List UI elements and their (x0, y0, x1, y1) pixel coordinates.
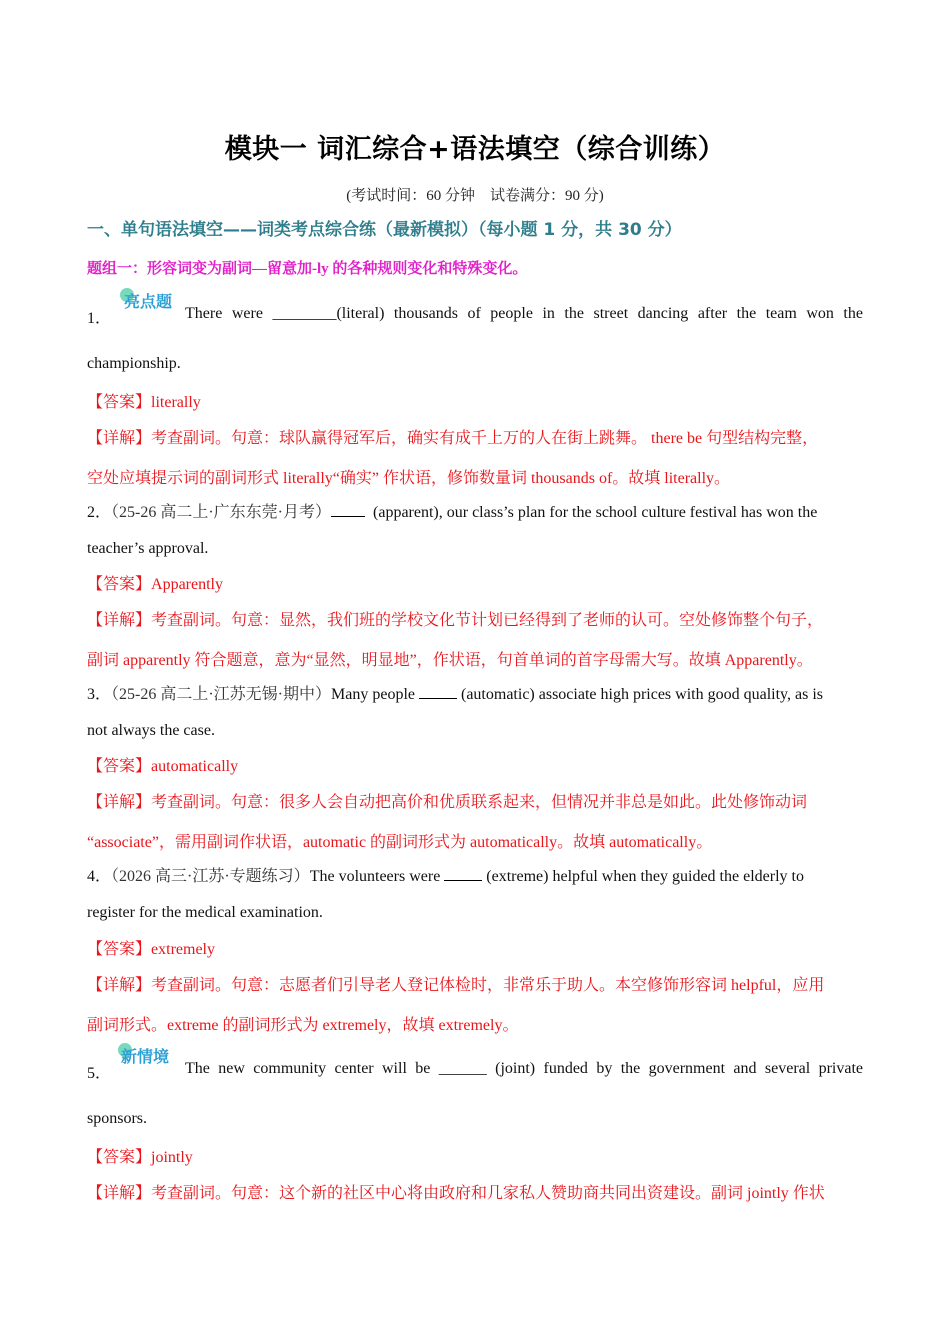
group-heading: 题组一：形容词变为副词—留意加-ly 的各种规则变化和特殊变化。 (87, 261, 528, 277)
question-word: by (596, 1060, 613, 1077)
exam-info: (考试时间：60 分钟 试卷满分：90 分) (346, 188, 604, 204)
question-text: (extreme) helpful when they guided the elderly to (486, 868, 804, 885)
detail-text: “associate”，需用副词作状语，automatic 的副词形式为 automatically。故填 automatically。 (87, 834, 713, 851)
answer-blank (331, 502, 365, 517)
section-heading: 一、单句语法填空——词类考点综合练（最新模拟）（每小题 1 分，共 30 分） (87, 220, 682, 240)
question-word: in (542, 305, 555, 322)
question-word: won (806, 305, 834, 322)
question-word: will (382, 1060, 407, 1077)
question-number: 1． (87, 310, 112, 327)
question-line-2: sponsors. (87, 1110, 148, 1127)
detail-1 (87, 425, 863, 488)
question-3 (87, 681, 863, 740)
question-2 (87, 499, 863, 558)
detail-text: 考查副词。句意：志愿者们引导老人登记体检时，非常乐于助人。本空修饰形容词 helpful，应用 (151, 977, 825, 994)
question-word: new (218, 1060, 245, 1077)
answer-value: automatically (151, 758, 239, 775)
question-word: were (231, 305, 263, 322)
question-line-2: teacher’s approval. (87, 540, 209, 557)
detail-3 (87, 789, 863, 852)
question-text: Many people (331, 686, 415, 703)
question-word: thousands (393, 305, 458, 322)
question-word: government (648, 1060, 726, 1077)
question-word: There (185, 305, 223, 322)
question-word: several (764, 1060, 811, 1077)
detail-label: 【详解】 (87, 794, 152, 811)
answer-4 (87, 936, 863, 959)
question-source: （25-26 高二上·江苏无锡·期中） (111, 686, 332, 703)
question-word: dancing (637, 305, 689, 322)
question-line-2: championship. (87, 355, 181, 372)
answer-3 (87, 753, 863, 776)
question-word: ______ (438, 1060, 487, 1077)
answer-blank (419, 684, 457, 699)
question-number: 3． (87, 686, 112, 703)
answer-label: 【答案】 (87, 758, 152, 775)
detail-text: 考查副词。句意：球队赢得冠军后，确实有成千上万的人在街上跳舞。 there be 句型结构完整， (151, 430, 819, 447)
detail-label: 【详解】 (87, 977, 152, 994)
answer-label: 【答案】 (87, 576, 152, 593)
detail-label: 【详解】 (87, 612, 152, 629)
detail-2 (87, 607, 863, 670)
question-word: team (765, 305, 797, 322)
question-line (185, 305, 863, 325)
detail-text: 副词形式。extreme 的副词形式为 extremely，故填 extremely。 (87, 1017, 519, 1034)
question-line (185, 1060, 863, 1080)
detail-text: 空处应填提示词的副词形式 literally“确实” 作状语，修饰数量词 thousands of。故填 literally。 (87, 470, 731, 487)
answer-2 (87, 571, 863, 594)
question-word: community (253, 1060, 327, 1077)
question-word: the (843, 305, 863, 322)
question-word: after (697, 305, 728, 322)
question-word: the (620, 1060, 641, 1077)
question-line-2: not always the case. (87, 722, 215, 739)
detail-4 (87, 972, 863, 1035)
question-source: （25-26 高二上·广东东莞·月考） (111, 504, 332, 521)
detail-text: 考查副词。句意：这个新的社区中心将由政府和几家私人赞助商共同出资建设。副词 jointly 作状 (151, 1185, 825, 1202)
answer-label: 【答案】 (87, 394, 152, 411)
question-word: of (467, 305, 481, 322)
answer-label: 【答案】 (87, 941, 152, 958)
answer-value: extremely (151, 941, 215, 958)
question-word: (joint) (495, 1060, 536, 1077)
question-4 (87, 863, 863, 922)
question-word: people (490, 305, 533, 322)
answer-5 (87, 1144, 863, 1167)
answer-label: 【答案】 (87, 1149, 152, 1166)
detail-text: 考查副词。句意：显然，我们班的学校文化节计划已经得到了老师的认可。空处修饰整个句子， (151, 612, 824, 629)
highlight-badge-icon: 亮点题 (124, 292, 173, 311)
question-word: center (334, 1060, 374, 1077)
detail-text: 副词 apparently 符合题意，意为“显然，明显地”，作状语，句首单词的首字母需大写。故填 Apparently。 (87, 652, 813, 669)
question-5 (87, 1047, 863, 1128)
question-word: street (593, 305, 629, 322)
question-word: the (564, 305, 584, 322)
answer-value: jointly (151, 1149, 193, 1166)
question-number: 5． (87, 1065, 112, 1082)
new-context-badge-icon: 新情境 (121, 1047, 170, 1066)
answer-value: Apparently (151, 576, 223, 593)
question-number: 4． (87, 868, 112, 885)
answer-1 (87, 389, 863, 412)
question-word: the (736, 305, 757, 322)
question-text: (automatic) associate high prices with good quality, as is (461, 686, 823, 703)
question-word: and (733, 1060, 757, 1077)
question-source: （2026 高三·江苏·专题练习） (111, 868, 310, 885)
question-word: ________(literal) (272, 305, 385, 322)
question-text: The volunteers were (309, 868, 441, 885)
question-word: be (415, 1060, 431, 1077)
answer-value: literally (151, 394, 201, 411)
question-word: private (818, 1060, 863, 1077)
detail-label: 【详解】 (87, 430, 152, 447)
question-1 (87, 292, 863, 373)
detail-5 (87, 1180, 863, 1203)
detail-label: 【详解】 (87, 1185, 152, 1202)
question-line-2: register for the medical examination. (87, 904, 323, 921)
answer-blank (444, 866, 482, 881)
question-text: (apparent), our class’s plan for the school culture festival has won the (373, 504, 818, 521)
question-word: The (185, 1060, 210, 1077)
page-title: 模块一 词汇综合+语法填空（综合训练） (224, 134, 726, 165)
question-word: funded (543, 1060, 588, 1077)
question-number: 2． (87, 504, 112, 521)
detail-text: 考查副词。句意：很多人会自动把高价和优质联系起来，但情况并非总是如此。此处修饰动词 (151, 794, 808, 811)
